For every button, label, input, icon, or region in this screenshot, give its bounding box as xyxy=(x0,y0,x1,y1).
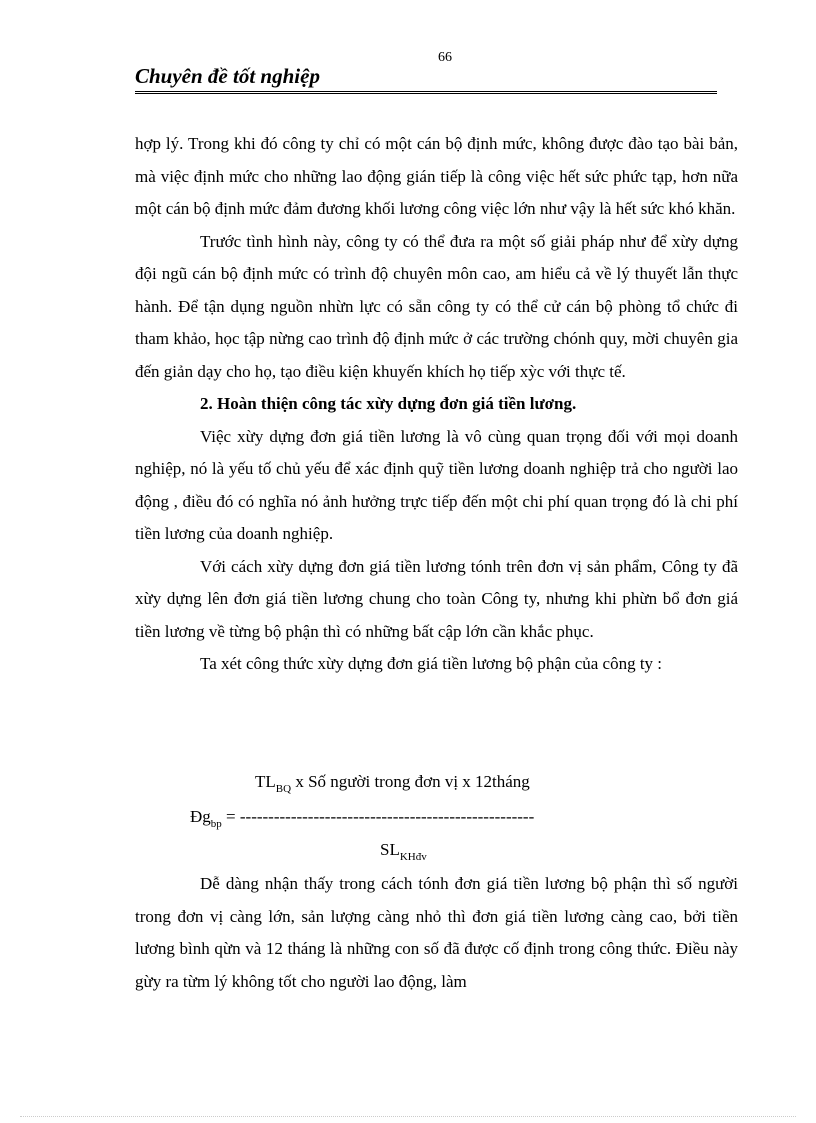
paragraph-2: Trước tình hình này, công ty có thể đưa ra một số giải pháp như để xừy dựng đội ngũ cán bộ định mức có trình độ chuyên môn cao, am hiểu cả về lý thuyết lẫn thực hành. Để tận dụng nguồn nhừn lực có sẵn công ty có thể cử cán bộ phòng tổ chức đi tham khảo, học tập nừng cao trình độ định mức ở các trường chónh quy, mời chuyên gia đến giản dạy cho họ, tạo điều kiện khuyến khích họ tiếp xỳc với thực tế. xyxy=(135,231,738,381)
paragraph-3: Việc xừy dựng đơn giá tiền lương là vô cùng quan trọng đối với mọi doanh nghiệp, nó là yếu tố chủ yếu để xác định quỹ tiền lương doanh nghiệp trả cho người lao động , điều đó có nghĩa nó ảnh hưởng trực tiếp đến một chi phí quan trọng đó là chi phí tiền lương của doanh nghiệp. xyxy=(135,426,738,543)
formula-num-rest: x Số người trong đơn vị x 12tháng xyxy=(291,772,530,791)
formula-den-main: SL xyxy=(380,840,400,859)
formula-numerator xyxy=(255,772,530,795)
formula-num-sub: BQ xyxy=(275,783,292,795)
paragraph-5: Ta xét công thức xừy dựng đơn giá tiền lương bộ phận của công ty : xyxy=(200,654,663,673)
paragraph-1: hợp lý. Trong khi đó công ty chỉ có một cán bộ định mức, không được đào tạo bài bản, mà việc định mức cho những lao động gián tiếp là công việc hết sức phức tạp, hơn nữa một cán bộ định mức đảm đương khối lương công việc lớn như vậy là hết sức khó khăn. xyxy=(135,134,738,218)
document-body xyxy=(135,128,738,681)
formula-lhs-main: Đg xyxy=(190,807,211,826)
formula-den-sub: KHđv xyxy=(399,851,427,863)
formula-denominator xyxy=(380,840,427,863)
formula-fraction-line xyxy=(190,807,534,830)
page-number: 66 xyxy=(438,50,452,65)
page-bottom-border xyxy=(20,1116,796,1117)
header-title: Chuyên đề tốt nghiệp xyxy=(135,64,320,88)
document-body-continued xyxy=(135,868,738,998)
formula-lhs-sub: bp xyxy=(210,818,222,830)
paragraph-6: Dễ dàng nhận thấy trong cách tónh đơn giá tiền lương bộ phận thì số người trong đơn vị càng lớn, sản lượng càng nhỏ thì đơn giá tiền lương càng cao, bởi tiền lương bình qừn và 12 tháng là những con số đã được cố định trong công thức. Điều này gừy ra từm lý không tốt cho người lao động, làm xyxy=(135,874,738,991)
formula-num-main: TL xyxy=(255,772,276,791)
section-heading: 2. Hoàn thiện công tác xừy dựng đơn giá tiền lương. xyxy=(200,394,577,413)
formula-equals-dashes: = ---------------------------------------------------- xyxy=(221,807,535,826)
header-divider xyxy=(135,91,717,94)
paragraph-4: Với cách xừy dựng đơn giá tiền lương tónh trên đơn vị sản phẩm, Công ty đã xừy dựng lên đơn giá tiền lương chung cho toàn Công ty, nhưng khi phừn bổ đơn giá tiền lương về từng bộ phận thì có những bất cập lớn cần khắc phục. xyxy=(135,556,738,641)
